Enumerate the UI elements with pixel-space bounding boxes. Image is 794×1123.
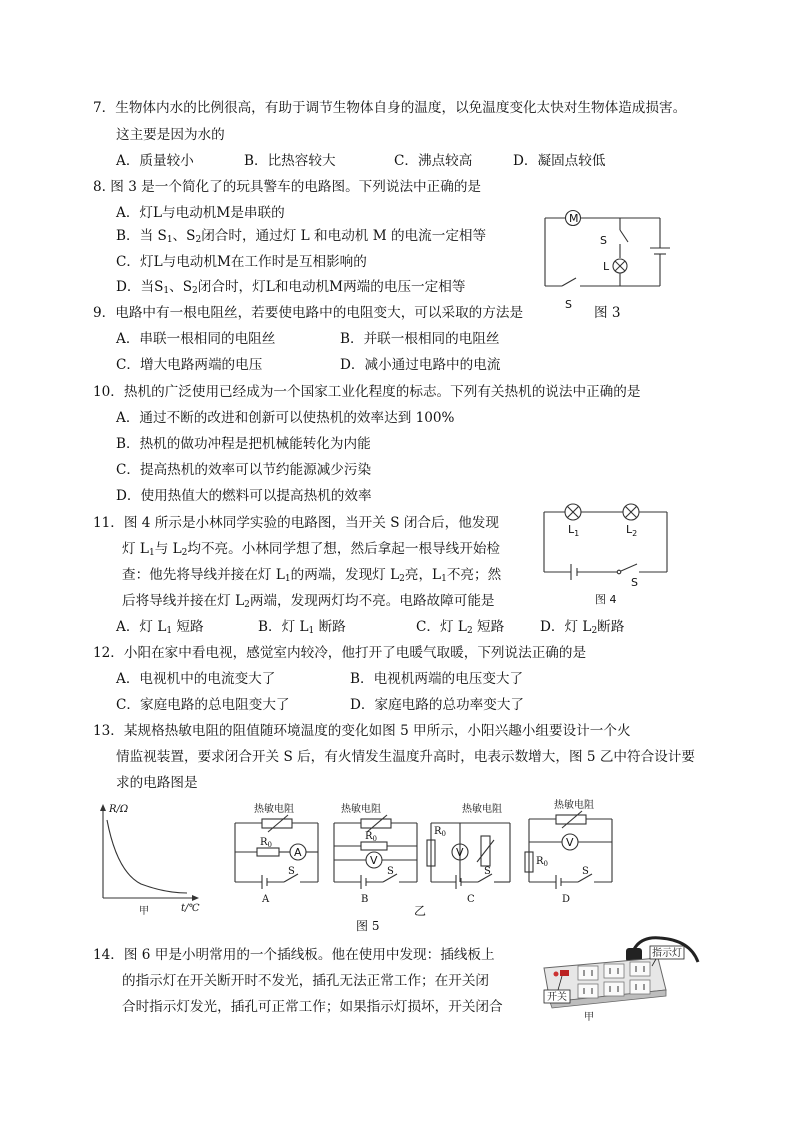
figure-5-circuit-b (331, 802, 421, 904)
q9-option-b: B．并联一根相同的电阻丝 (340, 331, 500, 347)
q8-option-c: C．灯L与电动机M在工作时是互相影响的 (116, 254, 367, 270)
svg-text:图 4: 图 4 (595, 593, 617, 606)
q7-option-d: D．凝固点较低 (513, 153, 606, 169)
q11-option-d: D．灯 $L_2$断路 (540, 619, 625, 636)
svg-text:S: S (582, 866, 589, 877)
svg-text:V: V (566, 836, 574, 849)
q10-option-a: A．通过不断的改进和创新可以使热机的效率达到 100% (116, 410, 455, 426)
indicator-light (554, 972, 559, 977)
q11-line4: 后将导线并接在灯 $L_2$两端，发现两灯均不亮。电路故障可能是 (122, 593, 495, 610)
q14-line1: 14．图 6 甲是小明常用的一个插线板。他在使用中发现：插线板上 (93, 947, 495, 963)
figure-5-circuit-d (526, 798, 616, 904)
q12-option-a: A．电视机中的电流变大了 (116, 671, 276, 687)
q10-option-d: D．使用热值大的燃料可以提高热机的效率 (116, 488, 372, 504)
q10-option-b: B．热机的做功冲程是把机械能转化为内能 (116, 436, 371, 452)
q8-option-d: D．当$S_1$、$S_2$闭合时，灯L和电动机M两端的电压一定相等 (116, 279, 466, 296)
svg-text:C: C (467, 894, 475, 905)
svg-text:B: B (361, 894, 369, 905)
q12-option-d: D．家庭电路的总功率变大了 (350, 697, 525, 713)
q8-stem: 8. 图 3 是一个简化了的玩具警车的电路图。下列说法中正确的是 (93, 179, 482, 195)
svg-text:S: S (631, 576, 638, 589)
q11-line3: 查：他先将导线并接在灯 $L_1$的两端，发现灯 $L_2$亮，$L_1$不亮；然 (122, 567, 502, 584)
figure-5-circuit-a (232, 802, 322, 904)
resistance-curve (107, 820, 187, 893)
svg-text:V: V (456, 846, 464, 859)
svg-text:开关: 开关 (547, 992, 567, 1003)
q8-option-b: B．当 $S_1$、$S_2$闭合时，通过灯 L 和电动机 M 的电流一定相等 (116, 228, 487, 245)
q7-stem-line1: 7．生物体内水的比例很高，有助于调节生物体自身的温度，以免温度变化太快对生物体造成损害。 (93, 100, 687, 116)
q13-line1: 13．某规格热敏电阻的阻值随环境温度的变化如图 5 甲所示，小阳兴趣小组要设计一个火 (93, 723, 631, 739)
lamp-l2-label: $L_2$ (626, 523, 638, 538)
q11-line1: 11．图 4 所示是小林同学实验的电路图，当开关 S 闭合后，他发现 (93, 515, 499, 531)
svg-text:S: S (288, 866, 295, 877)
figure-5-circuit-c (428, 802, 514, 904)
figure-3-caption: 图 3 (594, 305, 621, 321)
figure-5-yi-label: 乙 (414, 904, 427, 918)
q7-option-b: B．比热容较大 (244, 153, 336, 169)
svg-text:指示灯: 指示灯 (652, 948, 682, 959)
q12-stem: 12．小阳在家中看电视，感觉室内较冷，他打开了电暖气取暖，下列说法正确的是 (93, 645, 587, 661)
svg-text:热敏电阻: 热敏电阻 (462, 804, 502, 815)
q11-option-b: B．灯 $L_1$ 断路 (258, 619, 346, 636)
lamp-l1-label: $L_1$ (568, 523, 580, 538)
svg-text:t/℃: t/℃ (181, 903, 200, 914)
figure-4-circuit (541, 500, 671, 610)
svg-text:热敏电阻: 热敏电阻 (341, 804, 381, 815)
q11-option-c: C．灯 $L_2$ 短路 (416, 619, 505, 636)
svg-text:S: S (600, 234, 607, 247)
q14-line2: 的指示灯在开关断开时不发光，插孔无法正常工作；在开关闭 (122, 973, 490, 989)
q12-option-c: C．家庭电路的总电阻变大了 (116, 697, 290, 713)
q11-line2: 灯 $L_1$与 $L_2$均不亮。小林同学想了想，然后拿起一根导线开始检 (122, 541, 501, 558)
svg-text:R0: $R_0$ (536, 856, 548, 868)
figure-5-caption: 图 5 (356, 919, 380, 933)
q13-line3: 求的电路图是 (116, 775, 198, 791)
q9-option-a: A．串联一根相同的电阻丝 (116, 331, 276, 347)
svg-text:甲: 甲 (584, 1012, 594, 1023)
svg-text:S: S (484, 866, 491, 877)
svg-text:S: S (387, 866, 394, 877)
svg-text:热敏电阻: 热敏电阻 (254, 804, 294, 815)
svg-text:A: A (262, 894, 270, 905)
svg-text:R/Ω: R/Ω (109, 804, 129, 815)
switch-knob (560, 970, 569, 976)
svg-text:R0: $R_0$ (434, 826, 446, 838)
q9-option-d: D．减小通过电路中的电流 (340, 357, 501, 373)
svg-text:M: M (569, 212, 579, 225)
svg-text:V: V (370, 854, 378, 867)
q8-option-a: A．灯L与电动机M是串联的 (116, 205, 285, 221)
svg-text:S: S (565, 298, 572, 311)
q7-option-a: A．质量较小 (116, 153, 194, 169)
q13-line2: 情监视装置，要求闭合开关 S 后，有火情发生温度升高时，电表示数增大，图 5 乙中符合设计要 (116, 749, 695, 765)
q11-option-a: A．灯 $L_1$ 短路 (116, 619, 204, 636)
figure-6-power-strip (540, 932, 718, 1024)
q10-stem: 10．热机的广泛使用已经成为一个国家工业化程度的标志。下列有关热机的说法中正确的是 (93, 384, 641, 400)
q7-stem-line2: 这主要是因为水的 (116, 127, 225, 143)
figure-3-circuit (540, 208, 690, 313)
q7-option-c: C．沸点较高 (394, 153, 473, 169)
svg-text:甲: 甲 (139, 906, 149, 917)
svg-text:L: L (603, 260, 610, 273)
svg-text:R0: $R_0$ (260, 837, 272, 849)
q12-option-b: B．电视机两端的电压变大了 (350, 671, 524, 687)
svg-text:R0: $R_0$ (365, 831, 377, 843)
figure-5-graph (95, 800, 210, 918)
svg-text:D: D (562, 894, 571, 905)
svg-text:热敏电阻: 热敏电阻 (554, 800, 594, 811)
q9-option-c: C．增大电路两端的电压 (116, 357, 263, 373)
q14-line3: 合时指示灯发光，插孔可正常工作；如果指示灯损坏，开关闭合 (122, 999, 503, 1015)
q10-option-c: C．提高热机的效率可以节约能源减少污染 (116, 462, 372, 478)
q9-stem: 9．电路中有一根电阻丝，若要使电路中的电阻变大，可以采取的方法是 (93, 305, 524, 321)
svg-text:A: A (294, 846, 302, 859)
